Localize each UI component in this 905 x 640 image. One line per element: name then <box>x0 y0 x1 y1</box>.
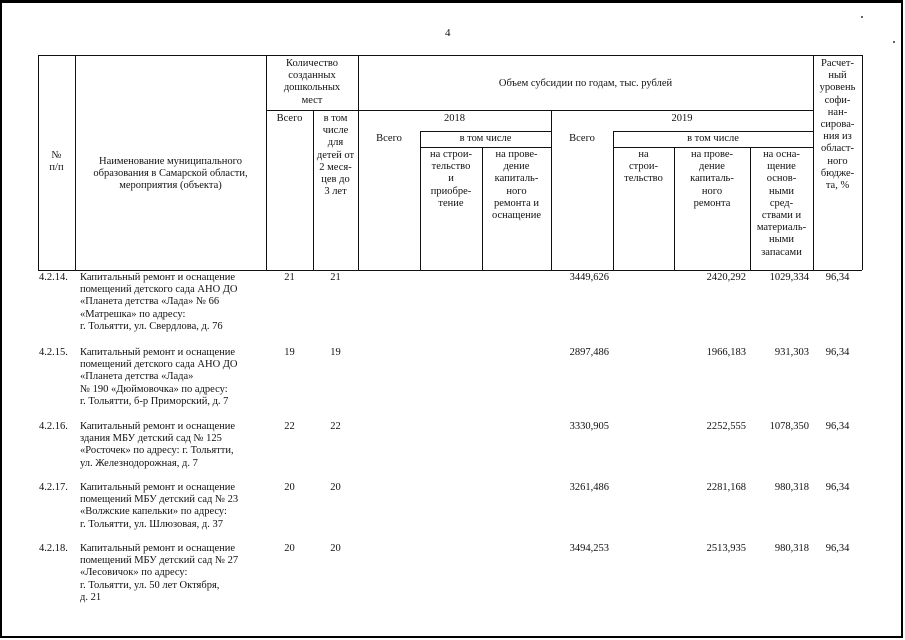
row-places-total: 22 <box>284 421 295 432</box>
row-name: Капитальный ремонт и оснащение помещений МБУ детский сад № 27 «Лесовичок» по адресу: г. Тольятти, ул. 50 лет Октября, д. 21 <box>80 543 239 603</box>
row-repair-2019: 2420,292 <box>706 272 746 283</box>
row-cofinancing-level: 96,34 <box>825 421 850 432</box>
row-places-under3: 20 <box>330 543 341 554</box>
header-incl-2019: в том числе <box>687 133 739 144</box>
row-number: 4.2.14. <box>39 272 68 283</box>
header-subsidy: Объем субсидии по годам, тыс. рублей <box>498 78 673 89</box>
row-places-total: 19 <box>284 347 295 358</box>
row-number: 4.2.17. <box>39 482 68 493</box>
row-cofinancing-level: 96,34 <box>825 482 850 493</box>
row-number: 4.2.18. <box>39 543 68 554</box>
header-places: Количество созданных дошкольных мест <box>283 58 341 106</box>
row-places-under3: 19 <box>330 347 341 358</box>
row-equipment-2019: 1029,334 <box>769 272 809 283</box>
row-total-2019: 3261,486 <box>569 482 609 493</box>
row-places-total: 20 <box>284 482 295 493</box>
row-total-2019: 2897,486 <box>569 347 609 358</box>
header-construction-2018: на строи- тельство и приобре- тение <box>430 149 472 209</box>
header-incl-2018: в том числе <box>459 133 512 144</box>
row-total-2019: 3449,626 <box>569 272 609 283</box>
header-number: № п/п <box>49 150 64 174</box>
header-equipment-2019: на осна- щение основ- ными сред- ствами и материаль- ными запасами <box>756 149 807 258</box>
page-number: 4 <box>445 27 451 39</box>
row-repair-2019: 1966,183 <box>706 347 746 358</box>
header-construction-2019: на строи- тельство <box>624 149 663 185</box>
row-cofinancing-level: 96,34 <box>825 347 850 358</box>
row-total-2019: 3330,905 <box>569 421 609 432</box>
header-total-2018: Всего <box>376 133 402 144</box>
row-equipment-2019: 980,318 <box>774 543 809 554</box>
row-name: Капитальный ремонт и оснащение помещений детского сада АНО ДО «Планета детства «Лада» № 66 «Матрешка» по адресу: г. Тольятти, ул. Свердлова, д. 76 <box>80 272 238 332</box>
header-name: Наименование муниципального образования в Самарской области, мероприятия (объекта) <box>93 156 248 192</box>
row-total-2019: 3494,253 <box>569 543 609 554</box>
row-repair-2019: 2252,555 <box>706 421 746 432</box>
header-total-2019: Всего <box>569 133 595 144</box>
row-cofinancing-level: 96,34 <box>825 272 850 283</box>
header-repair-2018: на прове- дение капиталь- ного ремонта и оснащение <box>491 149 542 222</box>
header-repair-2019: на прове- дение капиталь- ного ремонта <box>690 149 734 209</box>
row-places-total: 20 <box>284 543 295 554</box>
header-cofinancing-level: Расчет- ный уровень софи- нан- сирова- ния из област- ного бюдже- та, % <box>819 58 856 192</box>
row-number: 4.2.15. <box>39 347 68 358</box>
row-cofinancing-level: 96,34 <box>825 543 850 554</box>
header-places-under3: в том числе для детей от 2 меся- цев до 3 лет <box>316 113 355 198</box>
row-equipment-2019: 931,303 <box>774 347 809 358</box>
row-equipment-2019: 1078,350 <box>769 421 809 432</box>
row-places-under3: 20 <box>330 482 341 493</box>
row-places-under3: 21 <box>330 272 341 283</box>
header-year-2019: 2019 <box>671 113 693 124</box>
header-places-total: Всего <box>276 113 303 124</box>
scan-speck <box>861 16 863 18</box>
scan-speck <box>893 41 895 43</box>
row-repair-2019: 2281,168 <box>706 482 746 493</box>
row-repair-2019: 2513,935 <box>706 543 746 554</box>
row-places-under3: 22 <box>330 421 341 432</box>
row-name: Капитальный ремонт и оснащение помещений МБУ детский сад № 23 «Волжские капельки» по адресу: г. Тольятти, ул. Шлюзовая, д. 37 <box>80 482 239 530</box>
row-name: Капитальный ремонт и оснащение здания МБУ детский сад № 125 «Росточек» по адресу: г. Тольятти, ул. Железнодорожная, д. 7 <box>80 421 236 469</box>
row-places-total: 21 <box>284 272 295 283</box>
header-year-2018: 2018 <box>444 113 465 124</box>
row-name: Капитальный ремонт и оснащение помещений детского сада АНО ДО «Планета детства «Лада» № 190 «Дюймовочка» по адресу: г. Тольятти, б-р Приморский, д. 7 <box>80 347 238 407</box>
row-number: 4.2.16. <box>39 421 68 432</box>
row-equipment-2019: 980,318 <box>774 482 809 493</box>
